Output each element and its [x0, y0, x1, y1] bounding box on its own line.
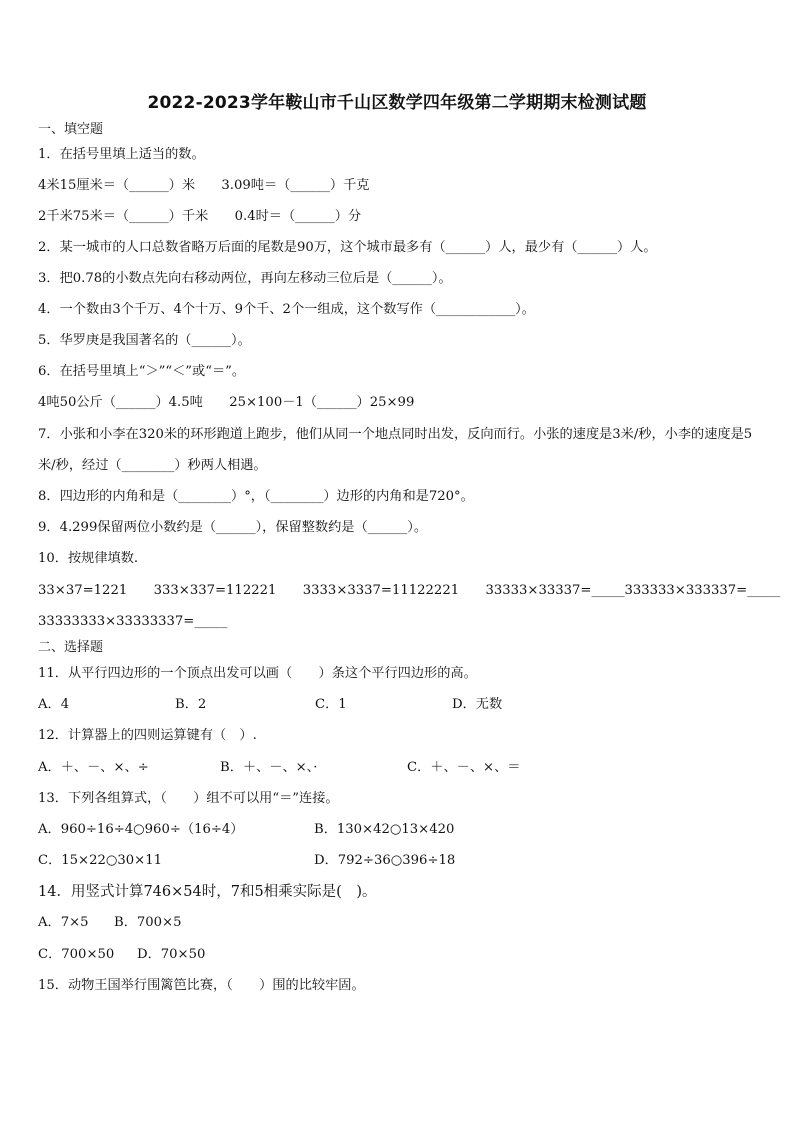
question-6-line-1: 4吨50公斤（______）4.5吨 25×100－1（______）25×99 — [38, 395, 415, 410]
question-10-line-2: 33333333×33333337=_____ — [38, 614, 228, 629]
question-5: 5．华罗庚是我国著名的（______）。 — [38, 333, 251, 348]
option-d[interactable]: D．无数 — [452, 697, 503, 712]
option-a[interactable]: A．7×5 — [38, 915, 89, 930]
option-b[interactable]: B．130×42○13×420 — [314, 822, 455, 837]
question-10-line-1: 33×37=1221 333×337=112221 3333×3337=11122221 33333×33337=_____333333×333337=_____ — [38, 583, 781, 598]
question-6: 6．在括号里填上“＞”“＜”或“＝”。 — [38, 364, 246, 379]
question-13: 13．下列各组算式，（ ）组不可以用“＝”连接。 — [38, 791, 339, 806]
option-d[interactable]: D．70×50 — [137, 947, 206, 962]
option-b[interactable]: B．2 — [175, 697, 207, 712]
option-c[interactable]: C．1 — [315, 697, 347, 712]
question-4: 4．一个数由3个千万、4个十万、9个千、2个一组成，这个数写作（____________）。 — [38, 302, 535, 317]
page-title: 2022-2023学年鞍山市千山区数学四年级第二学期期末检测试题 — [147, 93, 647, 113]
question-1-line-2: 2千米75米＝（______）千米 0.4时＝（______）分 — [38, 209, 362, 224]
question-3: 3．把0.78的小数点先向右移动两位，再向左移动三位后是（______）。 — [38, 271, 452, 286]
question-10: 10．按规律填数. — [38, 551, 139, 566]
question-2: 2．某一城市的人口总数省略万后面的尾数是90万，这个城市最多有（______）人，最少有（______）人。 — [38, 240, 657, 255]
option-a[interactable]: A．＋、－、×、÷ — [38, 760, 149, 775]
option-b[interactable]: B．＋、－、×、· — [220, 760, 318, 775]
question-11: 11．从平行四边形的一个顶点出发可以画（ ）条这个平行四边形的高。 — [38, 666, 477, 681]
option-c[interactable]: C．＋、－、×、＝ — [407, 760, 521, 775]
question-1: 1．在括号里填上适当的数。 — [38, 147, 205, 162]
section-heading-fill-in: 一、填空题 — [38, 122, 104, 137]
option-c[interactable]: C．15×22○30×11 — [38, 853, 163, 868]
question-9: 9．4.299保留两位小数约是（______），保留整数约是（______）。 — [38, 520, 428, 535]
question-1-line-1: 4米15厘米＝（______）米 3.09吨＝（______）千克 — [38, 178, 370, 193]
question-7: 7．小张和小李在320米的环形跑道上跑步，他们从同一个地点同时出发，反向而行。小张的速度是3米/秒，小李的速度是5米/秒，经过（________）秒两人相遇。 — [38, 427, 753, 473]
option-b[interactable]: B．700×5 — [114, 915, 182, 930]
section-heading-choice: 二、选择题 — [38, 640, 104, 655]
question-14: 14．用竖式计算746×54时，7和5相乘实际是( )。 — [38, 884, 377, 900]
option-d[interactable]: D．792÷36○396÷18 — [314, 853, 456, 868]
question-8: 8．四边形的内角和是（________）°，（________）边形的内角和是720°。 — [38, 489, 474, 504]
question-15: 15．动物王国举行围篱笆比赛，（ ）围的比较牢固。 — [38, 978, 365, 993]
option-a[interactable]: A．4 — [38, 697, 70, 712]
option-a[interactable]: A．960÷16÷4○960÷（16÷4） — [38, 822, 244, 837]
option-c[interactable]: C．700×50 — [38, 947, 115, 962]
question-12: 12．计算器上的四则运算键有（ ）. — [38, 728, 257, 743]
